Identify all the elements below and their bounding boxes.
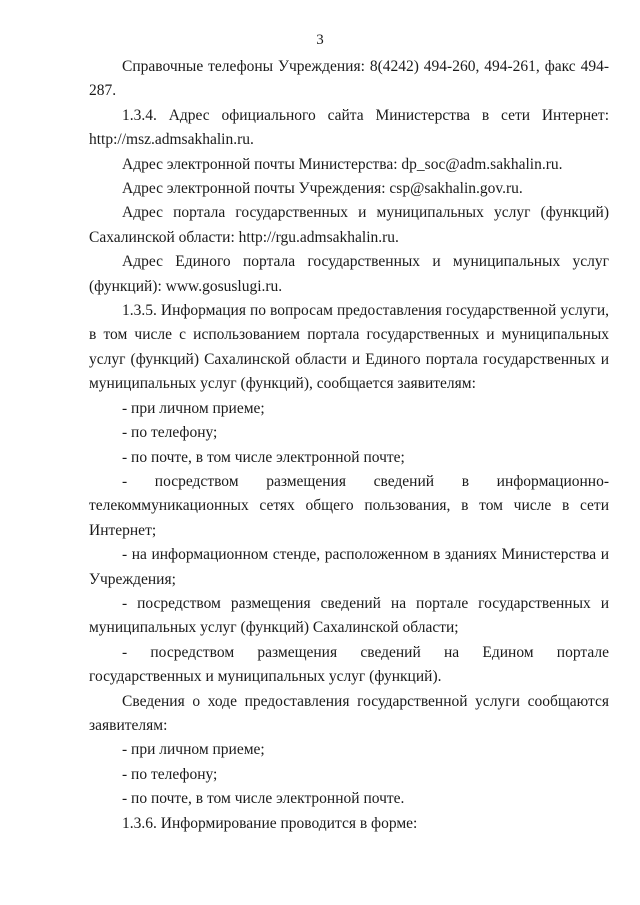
list-item: - по телефону; [122,765,218,783]
list-item: - по телефону; [122,424,218,442]
paragraph-progress-info: Сведения о ходе предоставления государственной услуги сообщаются заявителям: [89,692,609,734]
list-item: - посредством размещения сведений на Едином портале государственных и муниципальных услуг (функций). [89,643,609,686]
page-number: 3 [316,32,324,48]
paragraph-informing-form: 1.3.6. Информирование проводится в форме: [122,814,418,832]
list-item: - на информационном стенде, расположенном в зданиях Министерства и Учреждения; [89,546,609,588]
list-item: - по почте, в том числе электронной почте; [122,448,405,466]
paragraph-info-section: 1.3.5. Информация по вопросам предоставления государственной услуги, в том числе с использованием портала государственных и муниципальных услуг (функций) Сахалинской области и Единого портала государственных и муниципальных услуг (функций), сообщается заявителям: [89,302,609,393]
paragraph-institution-email: Адрес электронной почты Учреждения: csp@sakhalin.gov.ru. [122,180,523,198]
paragraph-regional-portal: Адрес портала государственных и муниципальных услуг (функций) Сахалинской области: http://rgu.admsakhalin.ru. [89,204,609,246]
document-body [89,55,609,836]
paragraph-phones: Справочные телефоны Учреждения: 8(4242) 494-260, 494-261, факс 494-287. [89,58,609,100]
paragraph-unified-portal: Адрес Единого портала государственных и муниципальных услуг (функций): www.gosuslugi.ru. [89,253,609,295]
paragraph-ministry-website: 1.3.4. Адрес официального сайта Министерства в сети Интернет: http://msz.admsakhalin.ru. [89,106,609,149]
list-item: - посредством размещения сведений в информационно-телекоммуникационных сетях общего пользования, в том числе в сети Интернет; [89,472,609,539]
list-item: - посредством размещения сведений на портале государственных и муниципальных услуг (функций) Сахалинской области; [89,594,609,637]
paragraph-ministry-email: Адрес электронной почты Министерства: dp_soc@adm.sakhalin.ru. [122,155,563,173]
list-item: - по почте, в том числе электронной почте. [122,790,405,808]
list-item: - при личном приеме; [122,741,265,759]
list-item: - при личном приеме; [122,399,265,417]
